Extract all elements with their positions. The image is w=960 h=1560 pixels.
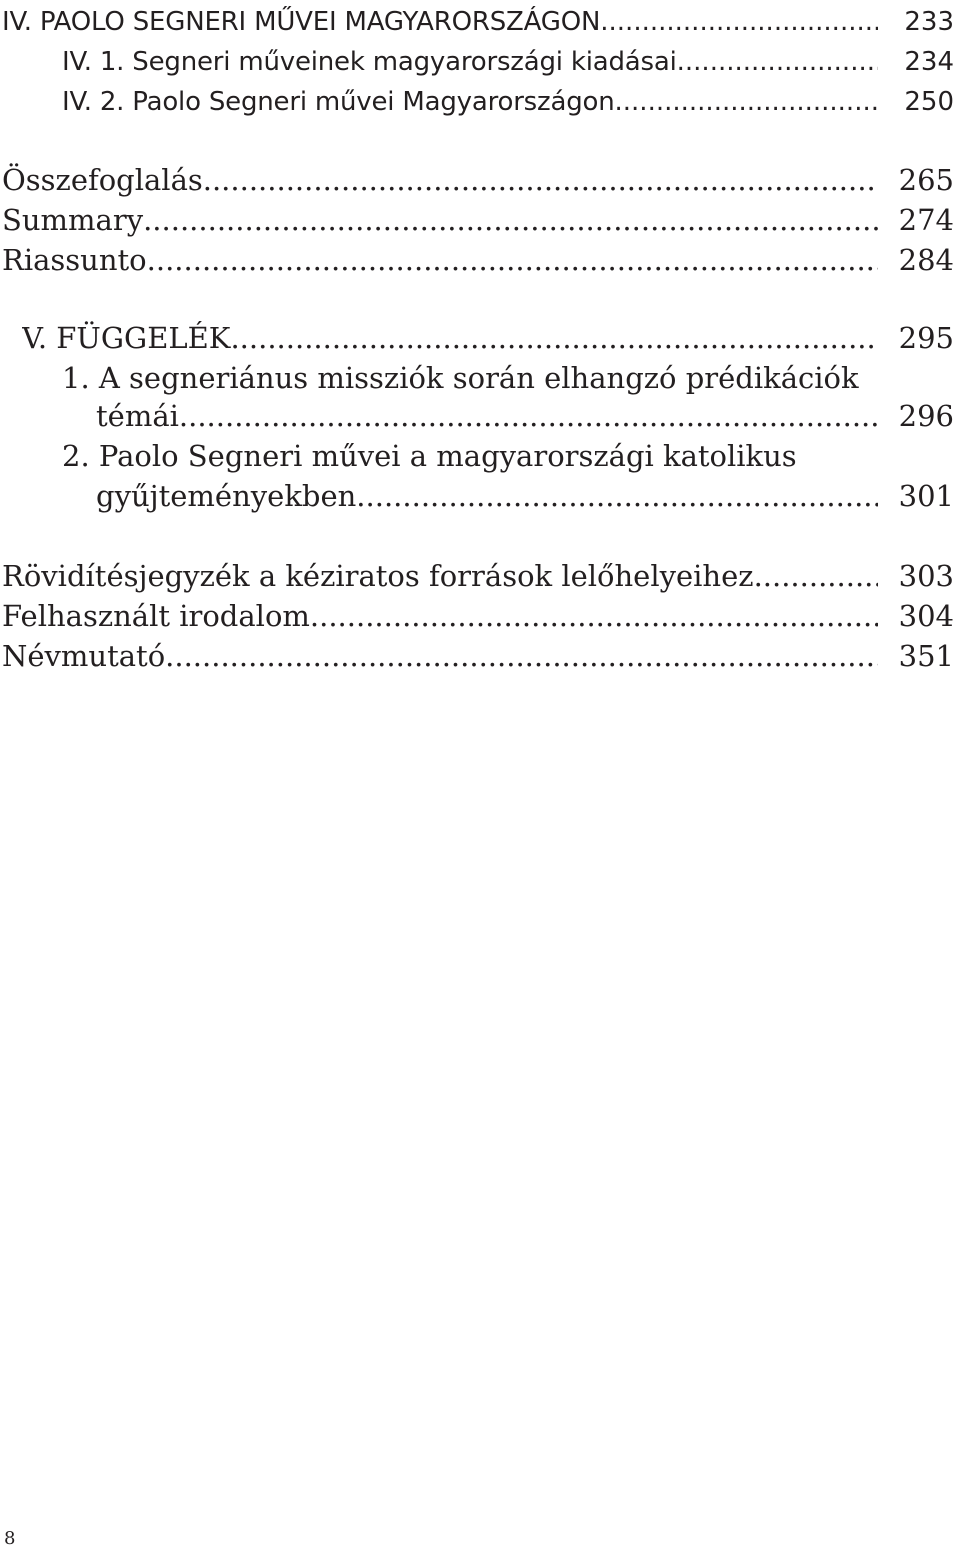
toc-entry-irodalom [0, 596, 960, 636]
toc-entry-title: Riassunto [2, 243, 147, 277]
toc-entry-riassunto [0, 240, 960, 280]
toc-entry-page: 284 [898, 243, 954, 277]
toc-entry-title: IV. 2. Paolo Segneri művei Magyarországon [62, 87, 615, 117]
toc-entry-title: Summary [2, 203, 144, 237]
toc-entry-summary [0, 200, 960, 240]
toc-entry-chapter-iv [0, 2, 960, 42]
toc-entry-fuggelek [0, 318, 960, 358]
toc-entry-title: V. FÜGGELÉK [22, 321, 231, 355]
toc-entry-page: 296 [898, 399, 954, 433]
toc-entry-title: Felhasznált irodalom [2, 599, 310, 633]
toc-entry-title: Rövidítésjegyzék a kéziratos források lelőhelyeihez [2, 559, 754, 593]
toc-entry-page: 303 [898, 559, 954, 593]
toc-entry-page: 295 [898, 321, 954, 355]
toc-entry-title: Összefoglalás [2, 163, 203, 197]
toc-leader-dots [230, 318, 878, 358]
toc-leader-dots [147, 240, 878, 280]
toc-entry-iv-1 [0, 42, 960, 82]
toc-entry-page: 265 [898, 163, 954, 197]
toc-entry-page: 234 [904, 47, 954, 77]
toc-leader-dots [754, 556, 878, 596]
toc-entry-page: 351 [898, 639, 954, 673]
toc-leader-dots [677, 42, 878, 82]
toc-entry-appendix-2 [0, 476, 960, 516]
toc-entry-title: IV. 1. Segneri műveinek magyarországi kiadásai [62, 47, 677, 77]
toc-entry-title: IV. PAOLO SEGNERI MŰVEI MAGYARORSZÁGON [2, 7, 601, 37]
toc-leader-dots [600, 2, 878, 42]
toc-entry-page: 250 [904, 87, 954, 117]
toc-entry-title: témái [96, 399, 179, 433]
toc-leader-dots [615, 82, 878, 122]
toc-leader-dots [356, 476, 878, 516]
toc-entry-appendix-1-line1: 1. A segneriánus missziók során elhangzó prédikációk [62, 361, 859, 395]
toc-leader-dots [143, 200, 878, 240]
toc-entry-rovidites [0, 556, 960, 596]
toc-entry-page: 274 [898, 203, 954, 237]
toc-entry-page: 233 [904, 7, 954, 37]
toc-entry-page: 301 [898, 479, 954, 513]
toc-leader-dots [179, 396, 878, 436]
toc-entry-appendix-1 [0, 396, 960, 436]
toc-leader-dots [310, 596, 878, 636]
toc-entry-osszefoglalas [0, 160, 960, 200]
page-number: 8 [4, 1528, 16, 1549]
toc-entry-appendix-2-line1: 2. Paolo Segneri művei a magyarországi katolikus [62, 439, 797, 473]
toc-entry-iv-2 [0, 82, 960, 122]
toc-entry-title: gyűjteményekben [96, 479, 357, 513]
toc-entry-page: 304 [898, 599, 954, 633]
toc-leader-dots [203, 160, 878, 200]
toc-entry-title: Névmutató [2, 639, 166, 673]
toc-leader-dots [165, 636, 878, 676]
toc-entry-nevmutato [0, 636, 960, 676]
